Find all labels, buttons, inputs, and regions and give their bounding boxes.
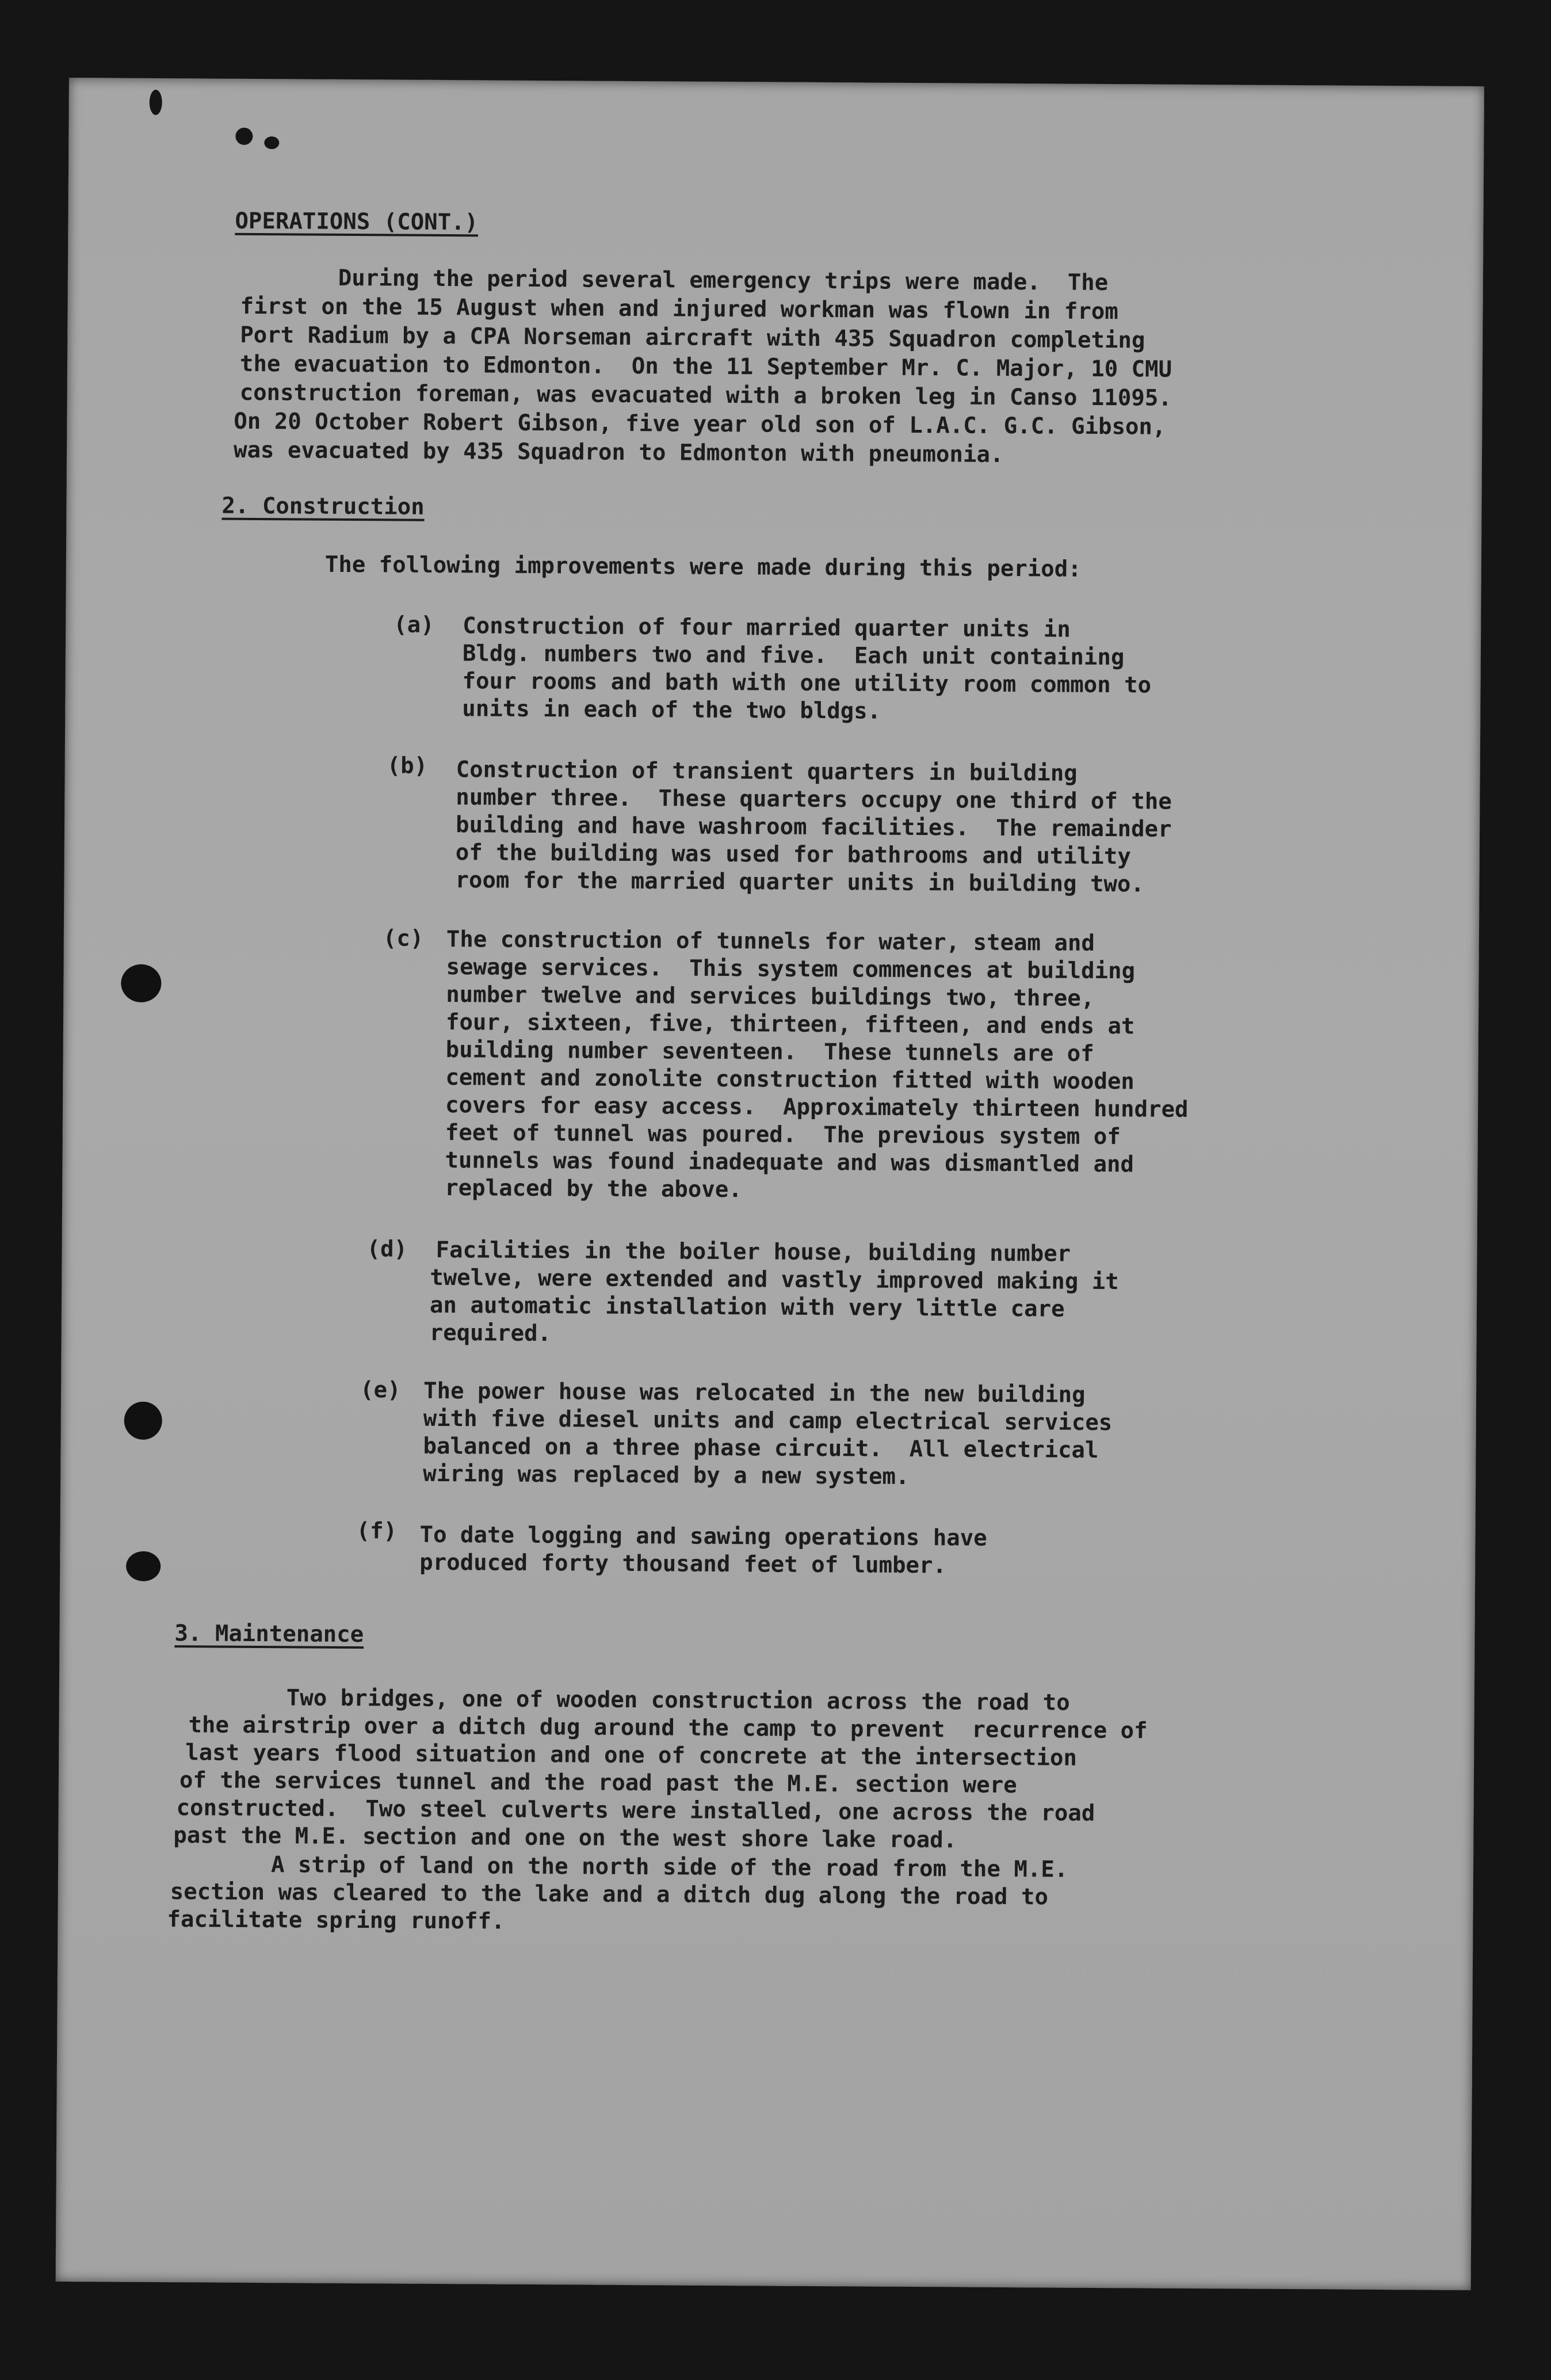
item-line: number three. These quarters occupy one third of the: [456, 784, 1172, 815]
document-page: [56, 78, 1484, 2290]
operations-line: Port Radium by a CPA Norseman aircraft with 435 Squadron completing: [240, 322, 1145, 354]
item-line: covers for easy access. Approximately thirteen hundred: [445, 1092, 1189, 1123]
ink-speck: [264, 136, 279, 149]
punch-hole-bottom: [126, 1551, 161, 1581]
item-line: Construction of transient quarters in building: [456, 757, 1078, 787]
operations-line: On 20 October Robert Gibson, five year old son of L.A.C. G.C. Gibson,: [234, 408, 1166, 440]
maintenance-line: past the M.E. section and one on the west shore lake road.: [173, 1822, 957, 1853]
maintenance-line: constructed. Two steel culverts were installed, one across the road: [176, 1795, 1095, 1826]
operations-line: first on the 15 August when and injured workman was flown in from: [240, 293, 1118, 325]
item-line: To date logging and sawing operations have: [419, 1521, 987, 1551]
item-line: cement and zonolite construction fitted with wooden: [445, 1065, 1134, 1095]
item-line: produced forty thousand feet of lumber.: [419, 1549, 947, 1579]
item-line: an automatic installation with very little care: [429, 1292, 1065, 1322]
maintenance-line: Two bridges, one of wooden construction across the road to: [286, 1685, 1070, 1716]
item-line: with five diesel units and camp electrical services: [423, 1405, 1113, 1436]
item-line: The power house was relocated in the new building: [423, 1378, 1086, 1408]
maintenance-line: last years flood situation and one of concrete at the intersection: [185, 1740, 1078, 1771]
operations-line: During the period several emergency trips were made. The: [338, 265, 1109, 296]
item-line: wiring was replaced by a new system.: [423, 1460, 910, 1490]
item-marker: (c): [383, 925, 424, 952]
punch-hole-top: [121, 964, 161, 1002]
item-line: of the building was used for bathrooms and utility: [455, 840, 1131, 870]
item-line: building and have washroom facilities. The remainder: [455, 812, 1172, 842]
item-line: tunnels was found inadequate and was dismantled and: [445, 1147, 1134, 1178]
maintenance-line: facilitate spring runoff.: [167, 1906, 505, 1935]
item-line: building number seventeen. These tunnels are of: [445, 1037, 1094, 1067]
item-marker: (a): [394, 612, 434, 638]
ink-speck: [150, 90, 162, 115]
item-line: Bldg. numbers two and five. Each unit containing: [462, 640, 1125, 671]
maintenance-line: section was cleared to the lake and a ditch dug along the road to: [170, 1879, 1049, 1910]
item-line: Facilities in the boiler house, building number: [435, 1237, 1071, 1267]
item-marker: (b): [387, 753, 428, 779]
maintenance-line: of the services tunnel and the road past the M.E. section were: [179, 1767, 1017, 1799]
item-line: required.: [429, 1319, 552, 1347]
item-marker: (e): [360, 1377, 401, 1403]
operations-line: was evacuated by 435 Squadron to Edmonton with pneumonia.: [233, 437, 1004, 468]
heading-operations: OPERATIONS (CONT.): [235, 208, 479, 236]
operations-line: the evacuation to Edmonton. On the 11 September Mr. C. Major, 10 CMU: [239, 350, 1172, 383]
operations-line: construction foreman, was evacuated with a broken leg in Canso 11095.: [239, 379, 1172, 411]
heading-construction: 2. Construction: [221, 493, 425, 520]
item-line: feet of tunnel was poured. The previous system of: [445, 1120, 1121, 1150]
item-line: replaced by the above.: [445, 1175, 742, 1203]
heading-maintenance: 3. Maintenance: [174, 1620, 364, 1648]
item-line: number twelve and services buildings two, three,: [446, 982, 1095, 1012]
item-line: sewage services. This system commences at building: [446, 954, 1136, 985]
item-line: Construction of four married quarter units in: [463, 613, 1071, 643]
item-line: The construction of tunnels for water, steam and: [446, 926, 1095, 956]
punch-hole-middle: [124, 1402, 162, 1440]
item-line: four, sixteen, five, thirteen, fifteen, and ends at: [445, 1009, 1135, 1040]
maintenance-line: A strip of land on the north side of the road from the M.E.: [270, 1852, 1068, 1883]
item-line: units in each of the two bldgs.: [462, 696, 881, 724]
item-line: room for the married quarter units in building two.: [455, 867, 1145, 898]
item-line: twelve, were extended and vastly improved making it: [430, 1264, 1119, 1295]
item-marker: (f): [356, 1518, 398, 1544]
item-marker: (d): [366, 1236, 408, 1263]
maintenance-line: the airstrip over a ditch dug around the camp to prevent recurrence of: [188, 1712, 1148, 1744]
ink-speck: [235, 128, 253, 145]
item-line: balanced on a three phase circuit. All electrical: [423, 1433, 1099, 1463]
construction-intro: The following improvements were made during this period:: [324, 551, 1082, 582]
item-line: four rooms and bath with one utility room common to: [462, 668, 1152, 699]
